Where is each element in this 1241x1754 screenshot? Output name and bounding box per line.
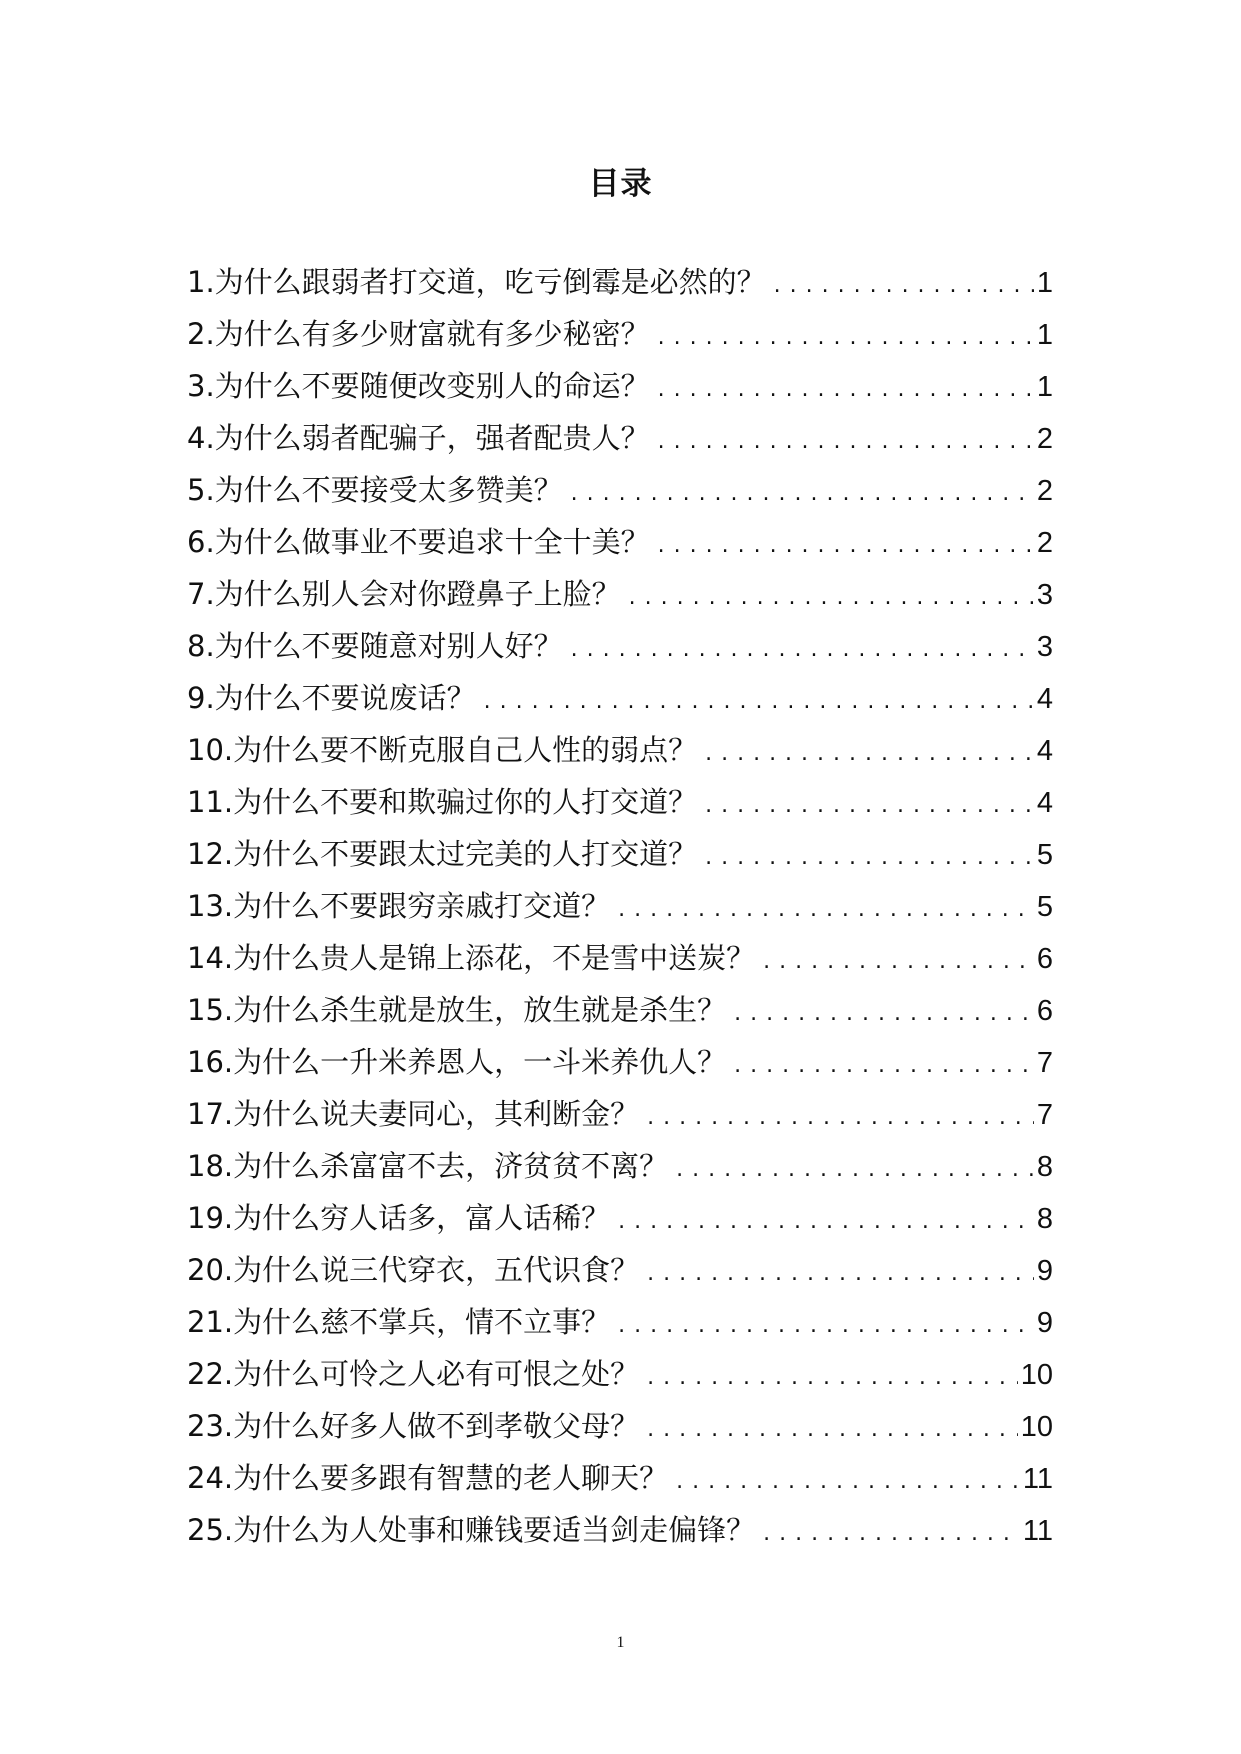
toc-entry-24[interactable] — [187, 1456, 1053, 1508]
toc-entry-page: 2 — [1036, 423, 1053, 455]
toc-entry-25[interactable] — [187, 1508, 1053, 1560]
toc-entry-text: 21.为什么慈不掌兵，情不立事？ — [187, 1305, 611, 1339]
toc-entry-20[interactable] — [187, 1248, 1053, 1300]
toc-entry-10[interactable] — [187, 728, 1053, 780]
toc-dot-leader — [647, 1365, 1018, 1390]
toc-entry-text: 5.为什么不要接受太多赞美？ — [187, 473, 563, 507]
toc-entry-page: 7 — [1036, 1099, 1053, 1131]
toc-entry-text: 1.为什么跟弱者打交道，吃亏倒霉是必然的？ — [187, 265, 766, 299]
toc-entry-page: 3 — [1036, 631, 1053, 663]
table-of-contents — [187, 260, 1053, 1560]
toc-entry-page: 4 — [1036, 683, 1053, 715]
toc-entry-23[interactable] — [187, 1404, 1053, 1456]
toc-dot-leader — [618, 1209, 1034, 1234]
toc-dot-leader — [658, 533, 1034, 558]
toc-entry-19[interactable] — [187, 1196, 1053, 1248]
toc-dot-leader — [705, 845, 1034, 870]
toc-entry-page: 10 — [1020, 1359, 1053, 1391]
toc-entry-text: 22.为什么可怜之人必有可恨之处？ — [187, 1357, 640, 1391]
toc-dot-leader — [658, 429, 1034, 454]
toc-entry-page: 5 — [1036, 891, 1053, 923]
toc-entry-7[interactable] — [187, 572, 1053, 624]
toc-dot-leader — [484, 689, 1034, 714]
toc-dot-leader — [705, 741, 1034, 766]
toc-entry-page: 2 — [1036, 527, 1053, 559]
toc-dot-leader — [774, 273, 1034, 298]
toc-entry-text: 9.为什么不要说废话？ — [187, 681, 476, 715]
toc-entry-text: 6.为什么做事业不要追求十全十美？ — [187, 525, 650, 559]
page-number: 1 — [616, 1634, 625, 1651]
toc-entry-page: 9 — [1036, 1255, 1053, 1287]
toc-dot-leader — [734, 1001, 1034, 1026]
toc-entry-text: 17.为什么说夫妻同心，其利断金？ — [187, 1097, 640, 1131]
toc-entry-8[interactable] — [187, 624, 1053, 676]
toc-dot-leader — [705, 793, 1034, 818]
toc-entry-4[interactable] — [187, 416, 1053, 468]
toc-entry-page: 4 — [1036, 735, 1053, 767]
toc-entry-page: 11 — [1022, 1463, 1053, 1495]
toc-entry-14[interactable] — [187, 936, 1053, 988]
toc-entry-text: 2.为什么有多少财富就有多少秘密？ — [187, 317, 650, 351]
toc-dot-leader — [618, 1313, 1034, 1338]
toc-entry-page: 6 — [1036, 995, 1053, 1027]
toc-entry-5[interactable] — [187, 468, 1053, 520]
toc-entry-page: 1 — [1036, 371, 1053, 403]
toc-entry-22[interactable] — [187, 1352, 1053, 1404]
toc-dot-leader — [647, 1105, 1034, 1130]
toc-entry-page: 10 — [1020, 1411, 1053, 1443]
toc-entry-16[interactable] — [187, 1040, 1053, 1092]
toc-entry-6[interactable] — [187, 520, 1053, 572]
toc-entry-page: 2 — [1036, 475, 1053, 507]
toc-entry-2[interactable] — [187, 312, 1053, 364]
toc-entry-page: 6 — [1036, 943, 1053, 975]
toc-entry-text: 3.为什么不要随便改变别人的命运？ — [187, 369, 650, 403]
toc-entry-text: 10.为什么要不断克服自己人性的弱点？ — [187, 733, 698, 767]
toc-entry-text: 13.为什么不要跟穷亲戚打交道？ — [187, 889, 611, 923]
toc-entry-page: 8 — [1036, 1151, 1053, 1183]
toc-entry-text: 24.为什么要多跟有智慧的老人聊天？ — [187, 1461, 669, 1495]
toc-entry-text: 12.为什么不要跟太过完美的人打交道？ — [187, 837, 698, 871]
toc-entry-page: 4 — [1036, 787, 1053, 819]
toc-dot-leader — [763, 949, 1034, 974]
toc-entry-text: 14.为什么贵人是锦上添花，不是雪中送炭？ — [187, 941, 756, 975]
toc-dot-leader — [676, 1157, 1034, 1182]
toc-dot-leader — [571, 637, 1034, 662]
toc-entry-17[interactable] — [187, 1092, 1053, 1144]
toc-dot-leader — [676, 1469, 1020, 1494]
toc-entry-page: 7 — [1036, 1047, 1053, 1079]
toc-entry-text: 15.为什么杀生就是放生，放生就是杀生？ — [187, 993, 727, 1027]
toc-entry-text: 16.为什么一升米养恩人，一斗米养仇人？ — [187, 1045, 727, 1079]
toc-dot-leader — [658, 377, 1034, 402]
toc-entry-text: 7.为什么别人会对你蹬鼻子上脸？ — [187, 577, 621, 611]
toc-entry-11[interactable] — [187, 780, 1053, 832]
toc-entry-text: 25.为什么为人处事和赚钱要适当剑走偏锋？ — [187, 1513, 756, 1547]
toc-entry-18[interactable] — [187, 1144, 1053, 1196]
toc-entry-page: 1 — [1036, 319, 1053, 351]
toc-entry-text: 19.为什么穷人话多，富人话稀？ — [187, 1201, 611, 1235]
toc-entry-page: 8 — [1036, 1203, 1053, 1235]
toc-dot-leader — [647, 1261, 1034, 1286]
toc-entry-text: 4.为什么弱者配骗子，强者配贵人？ — [187, 421, 650, 455]
toc-entry-page: 9 — [1036, 1307, 1053, 1339]
toc-entry-text: 20.为什么说三代穿衣，五代识食？ — [187, 1253, 640, 1287]
toc-entry-page: 11 — [1022, 1515, 1053, 1547]
toc-entry-9[interactable] — [187, 676, 1053, 728]
toc-dot-leader — [763, 1521, 1020, 1546]
toc-dot-leader — [618, 897, 1034, 922]
toc-entry-text: 11.为什么不要和欺骗过你的人打交道？ — [187, 785, 698, 819]
toc-entry-13[interactable] — [187, 884, 1053, 936]
toc-dot-leader — [571, 481, 1034, 506]
toc-entry-text: 18.为什么杀富富不去，济贫贫不离？ — [187, 1149, 669, 1183]
toc-entry-page: 5 — [1036, 839, 1053, 871]
toc-entry-1[interactable] — [187, 260, 1053, 312]
toc-entry-15[interactable] — [187, 988, 1053, 1040]
toc-entry-text: 23.为什么好多人做不到孝敬父母？ — [187, 1409, 640, 1443]
toc-entry-page: 1 — [1036, 267, 1053, 299]
toc-dot-leader — [629, 585, 1034, 610]
toc-entry-21[interactable] — [187, 1300, 1053, 1352]
toc-entry-page: 3 — [1036, 579, 1053, 611]
toc-dot-leader — [658, 325, 1034, 350]
toc-entry-3[interactable] — [187, 364, 1053, 416]
toc-dot-leader — [647, 1417, 1018, 1442]
toc-entry-text: 8.为什么不要随意对别人好？ — [187, 629, 563, 663]
toc-entry-12[interactable] — [187, 832, 1053, 884]
page-title: 目录 — [588, 166, 653, 202]
toc-dot-leader — [734, 1053, 1034, 1078]
